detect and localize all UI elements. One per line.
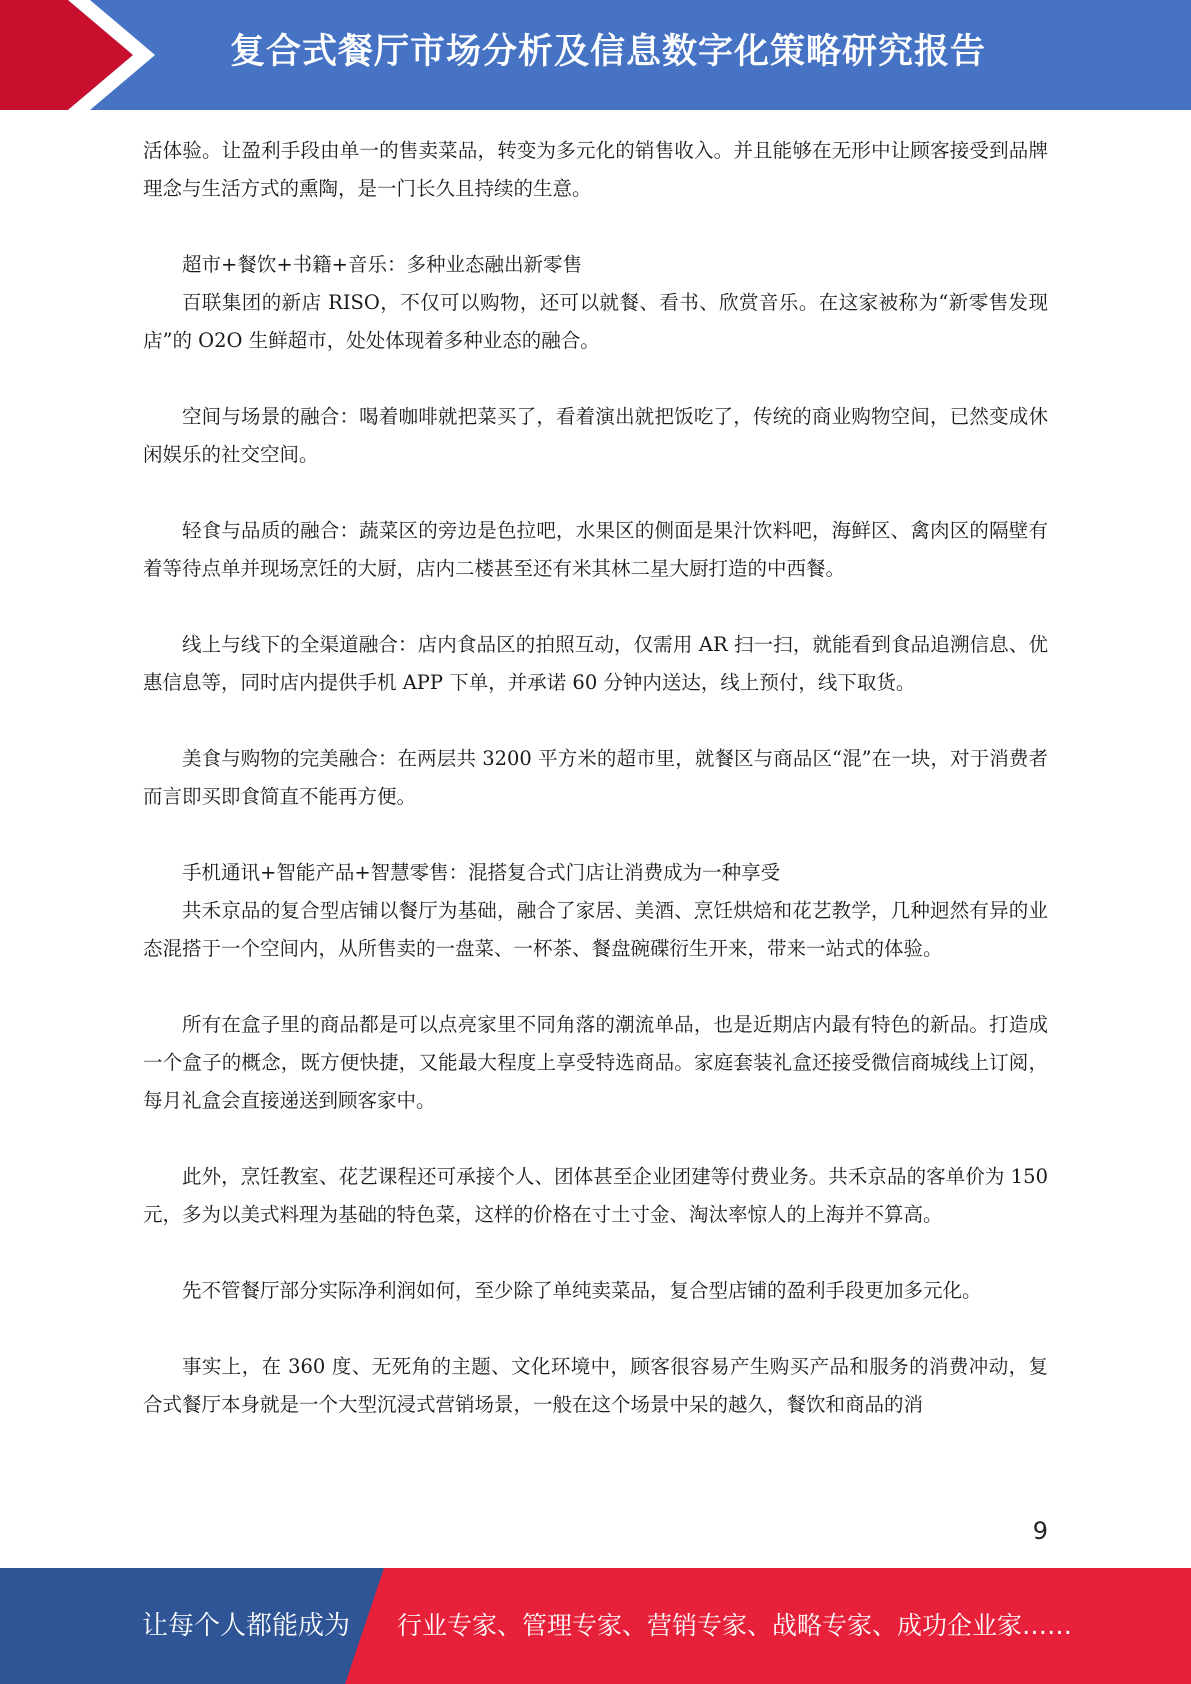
paragraph: 事实上，在 360 度、无死角的主题、文化环境中，顾客很容易产生购买产品和服务的消费冲动，复合式餐厅本身就是一个大型沉浸式营销场景，一般在这个场景中呆的越久，餐饮和商品的消	[143, 1355, 1048, 1416]
paragraph: 所有在盒子里的商品都是可以点亮家里不同角落的潮流单品，也是近期店内最有特色的新品。打造成一个盒子的概念，既方便快捷，又能最大程度上享受特选商品。家庭套装礼盒还接受微信商城线上订阅，每月礼盒会直接递送到顾客家中。	[143, 1013, 1048, 1112]
section-heading-gonghe: 手机通讯+智能产品+智慧零售：混搭复合式门店让消费成为一种享受	[182, 861, 781, 884]
section-heading-riso: 超市+餐饮+书籍+音乐：多种业态融出新零售	[182, 253, 583, 276]
paragraph: 百联集团的新店 RISO，不仅可以购物，还可以就餐、看书、欣赏音乐。在这家被称为“新零售发现店”的 O2O 生鲜超市，处处体现着多种业态的融合。	[143, 291, 1048, 352]
paragraph-continuation: 活体验。让盈利手段由单一的售卖菜品，转变为多元化的销售收入。并且能够在无形中让顾客接受到品牌理念与生活方式的熏陶，是一门长久且持续的生意。	[143, 139, 1048, 200]
paragraph: 共禾京品的复合型店铺以餐厅为基础，融合了家居、美酒、烹饪烘焙和花艺教学，几种迥然有异的业态混搭于一个空间内，从所售卖的一盘菜、一杯茶、餐盘碗碟衍生开来，带来一站式的体验。	[143, 899, 1048, 960]
footer-slogan-left: 让每个人都能成为	[142, 1611, 351, 1641]
page-header	[0, 0, 1191, 110]
paragraph: 线上与线下的全渠道融合：店内食品区的拍照互动，仅需用 AR 扫一扫，就能看到食品追溯信息、优惠信息等，同时店内提供手机 APP 下单，并承诺 60 分钟内送达，线上预付，线下取货。	[143, 633, 1048, 694]
footer-slogan-right: 行业专家、管理专家、营销专家、战略专家、成功企业家……	[397, 1611, 1073, 1640]
page-title: 复合式餐厅市场分析及信息数字化策略研究报告	[230, 32, 987, 72]
paragraph: 美食与购物的完美融合：在两层共 3200 平方米的超市里，就餐区与商品区“混”在一块，对于消费者而言即买即食简直不能再方便。	[143, 747, 1048, 808]
paragraph: 轻食与品质的融合：蔬菜区的旁边是色拉吧，水果区的侧面是果汁饮料吧，海鲜区、禽肉区的隔壁有着等待点单并现场烹饪的大厨，店内二楼甚至还有米其林二星大厨打造的中西餐。	[143, 519, 1048, 580]
paragraph: 先不管餐厅部分实际净利润如何，至少除了单纯卖菜品，复合型店铺的盈利手段更加多元化。	[182, 1279, 982, 1302]
document-body	[143, 132, 1048, 1424]
page-number: 9	[1032, 1517, 1048, 1545]
paragraph: 此外，烹饪教室、花艺课程还可承接个人、团体甚至企业团建等付费业务。共禾京品的客单价为 150 元，多为以美式料理为基础的特色菜，这样的价格在寸土寸金、淘汰率惊人的上海并不算高。	[143, 1165, 1048, 1226]
page-footer	[0, 1568, 1191, 1684]
paragraph: 空间与场景的融合：喝着咖啡就把菜买了，看着演出就把饭吃了，传统的商业购物空间，已然变成休闲娱乐的社交空间。	[143, 405, 1048, 466]
